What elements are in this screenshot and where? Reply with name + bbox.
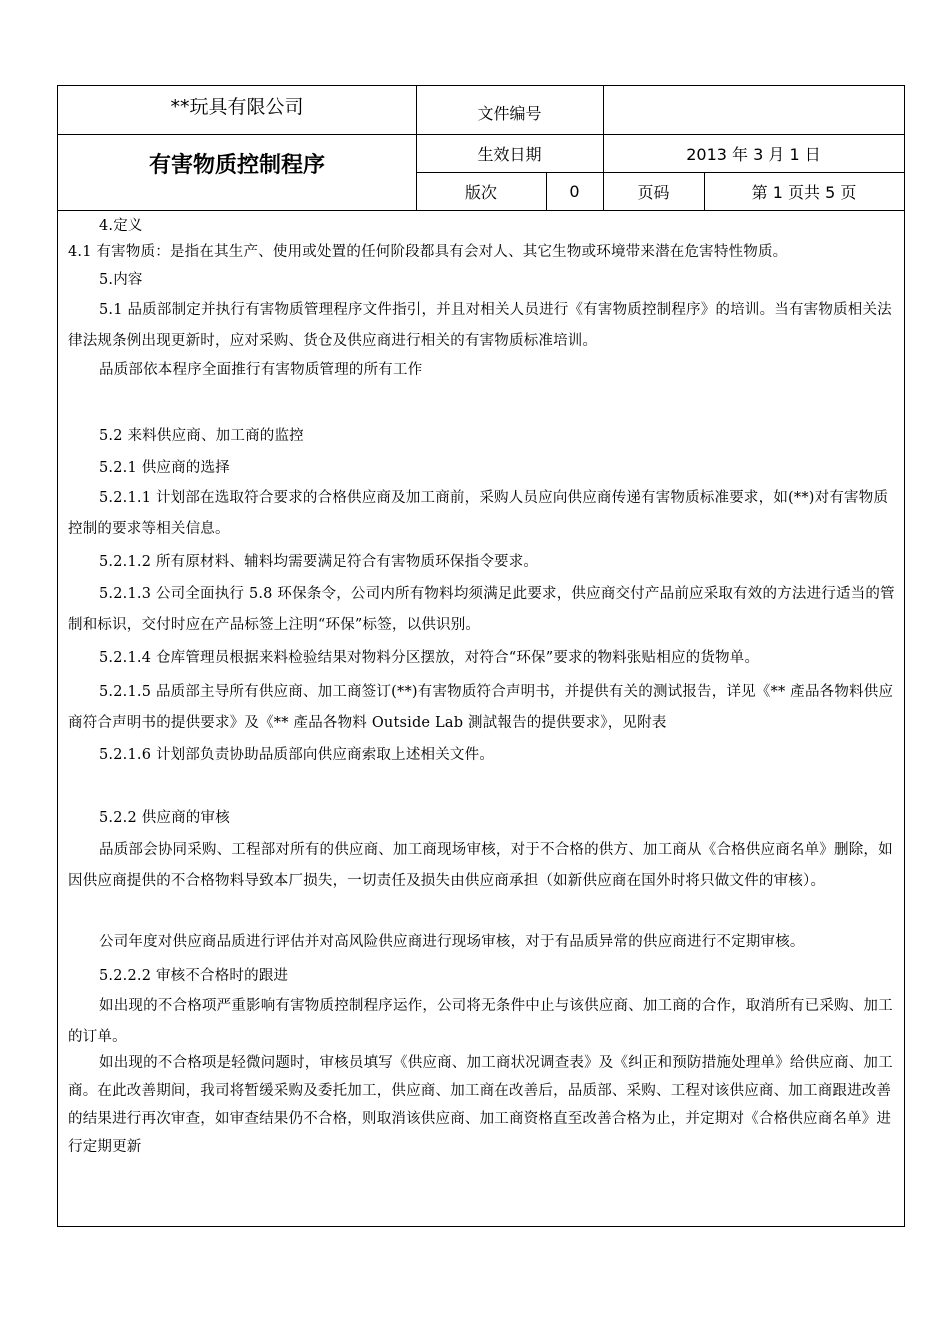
page-label: 页码 — [637, 182, 670, 202]
version-value: 0 — [569, 181, 580, 201]
doc-number-value — [603, 86, 904, 134]
section-heading: 5.2.2.2 审核不合格时的跟进 — [99, 968, 289, 984]
document-title: 有害物质控制程序 — [148, 152, 325, 178]
paragraph: 4.1 有害物质：是指在其生产、使用或处置的任何阶段都具有会对人、其它生物或环境带来潜在危害特性物质。 — [68, 244, 788, 260]
effective-date-label: 生效日期 — [477, 144, 542, 164]
paragraph: 品质部依本程序全面推行有害物质管理的所有工作 — [99, 362, 423, 378]
section-heading: 5.内容 — [99, 272, 143, 288]
section-heading: 5.2 来料供应商、加工商的监控 — [99, 428, 304, 444]
page-value: 第 1 页共 5 页 — [751, 182, 857, 202]
company-name: **玩具有限公司 — [170, 95, 304, 118]
paragraph: 5.1 品质部制定并执行有害物质管理程序文件指引，并且对相关人员进行《有害物质控制程序》的培训。当有害物质相关法律法规条例出现更新时，应对采购、货仓及供应商进行相关的有害物质标准培训。 — [68, 302, 892, 349]
document-frame — [57, 85, 905, 1227]
effective-date-value: 2013 年 3 月 1 日 — [686, 144, 821, 164]
paragraph: 5.2.1.1 计划部在选取符合要求的合格供应商及加工商前，采购人员应向供应商传递有害物质标准要求，如(**)对有害物质控制的要求等相关信息。 — [68, 490, 889, 537]
paragraph: 品质部会协同采购、工程部对所有的供应商、加工商现场审核，对于不合格的供方、加工商从《合格供应商名单》删除，如因供应商提供的不合格物料导致本厂损失，一切责任及损失由供应商承担（如新供应商在国外时将只做文件的审核）。 — [68, 842, 893, 889]
paragraph: 如出现的不合格项是轻微问题时，审核员填写《供应商、加工商状况调查表》及《纠正和预防措施处理单》给供应商、加工商。在此改善期间，我司将暂缓采购及委托加工，供应商、加工商在改善后，品质部、采购、工程对该供应商、加工商跟进改善的结果进行再次审查，如审查结果仍不合格，则取消该供应商、加工商资格直至改善合格为止，并定期对《合格供应商名单》进行定期更新 — [68, 1055, 893, 1155]
paragraph: 公司年度对供应商品质进行评估并对高风险供应商进行现场审核，对于有品质异常的供应商进行不定期审核。 — [99, 934, 805, 950]
paragraph: 5.2.1.5 品质部主导所有供应商、加工商签订(**)有害物质符合声明书，并提供有关的测试报告，详见《** 產品各物料供应商符合声明书的提供要求》及《** 產品各物料 Outside Lab 測試報告的提供要求》，见附表 — [68, 684, 894, 731]
paragraph: 5.2.1.4 仓库管理员根据来料检验结果对物料分区摆放，对符合“环保”要求的物料张贴相应的货物单。 — [99, 650, 760, 666]
paragraph: 如出现的不合格项严重影响有害物质控制程序运作，公司将无条件中止与该供应商、加工商的合作，取消所有已采购、加工的订单。 — [68, 998, 893, 1045]
version-label: 版次 — [464, 182, 497, 202]
section-heading: 5.2.2 供应商的审核 — [99, 810, 230, 826]
paragraph: 5.2.1.6 计划部负责协助品质部向供应商索取上述相关文件。 — [99, 747, 495, 763]
section-heading: 5.2.1 供应商的选择 — [99, 460, 230, 476]
doc-number-label: 文件编号 — [477, 103, 542, 123]
section-heading: 4.定义 — [99, 218, 143, 234]
paragraph: 5.2.1.2 所有原材料、辅料均需要满足符合有害物质环保指令要求。 — [99, 554, 539, 570]
paragraph: 5.2.1.3 公司全面执行 5.8 环保条令，公司内所有物料均须满足此要求，供应商交付产品前应采取有效的方法进行适当的管制和标识，交付时应在产品标签上注明“环保”标签，以供识别。 — [68, 586, 895, 633]
